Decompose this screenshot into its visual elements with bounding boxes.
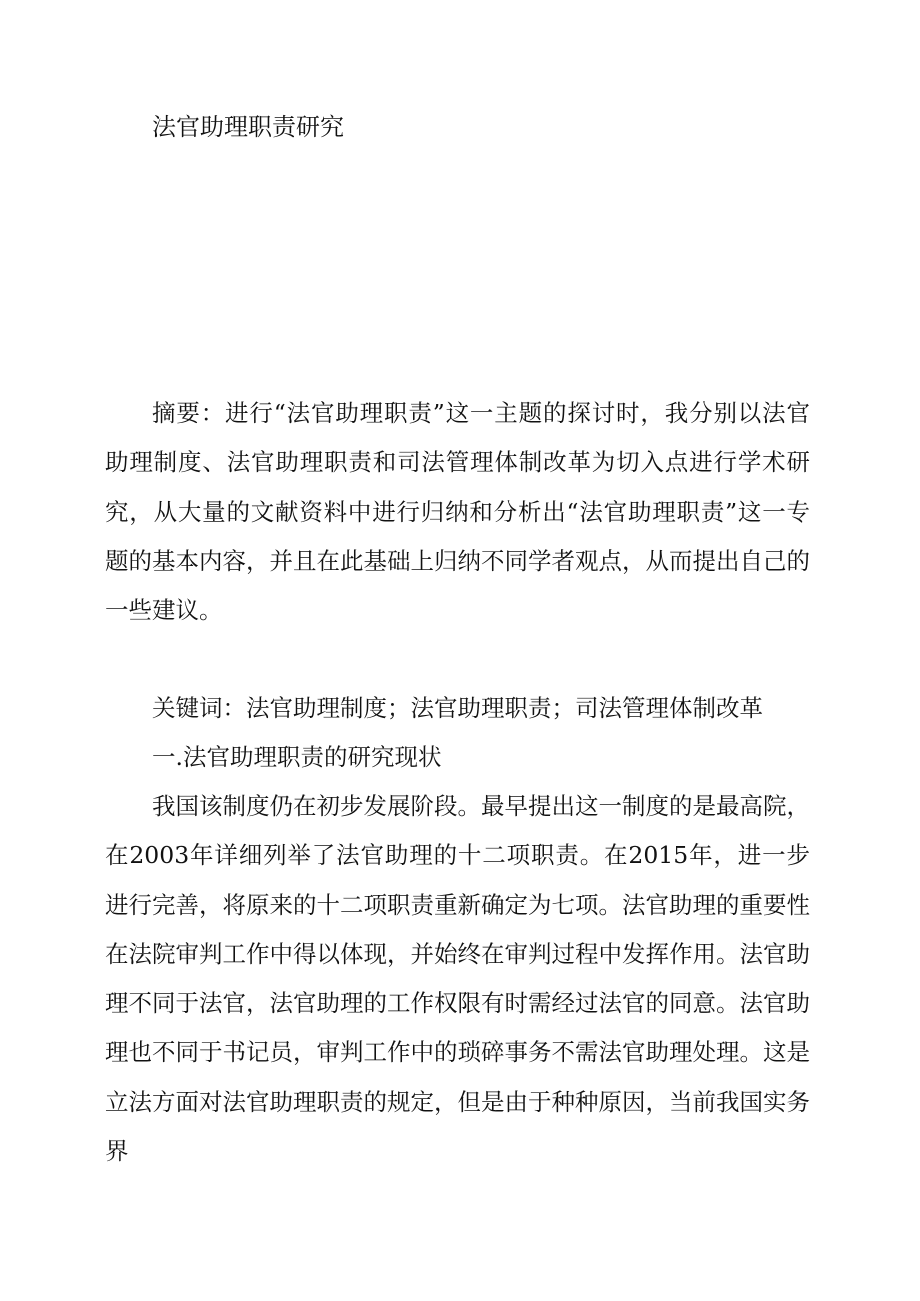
body-paragraph: 我国该制度仍在初步发展阶段。最早提出这一制度的是最高院，在2003年详细列举了法官助理的十二项职责。在2015年，进一步进行完善，将原来的十二项职责重新确定为七项。法官助理的重要性在法院审判工作中得以体现，并始终在审判过程中发挥作用。法官助理不同于法官，法官助理的工作权限有时需经过法官的同意。法官助理也不同于书记员，审判工作中的琐碎事务不需法官助理处理。这是立法方面对法官助理职责的规定，但是由于种种原因，当前我国实务界 — [105, 792, 810, 1166]
document-title: 法官助理职责研究 — [152, 113, 344, 141]
keywords-line: 关键词：法官助理制度；法官助理职责；司法管理体制改革 — [152, 694, 763, 722]
section-heading: 一.法官助理职责的研究现状 — [152, 743, 442, 771]
abstract-paragraph: 摘要：进行“法官助理职责”这一主题的探讨时，我分别以法官助理制度、法官助理职责和司法管理体制改革为切入点进行学术研究，从大量的文献资料中进行归纳和分析出“法官助理职责”这一专题的基本内容，并且在此基础上归纳不同学者观点，从而提出自己的一些建议。 — [105, 399, 810, 625]
